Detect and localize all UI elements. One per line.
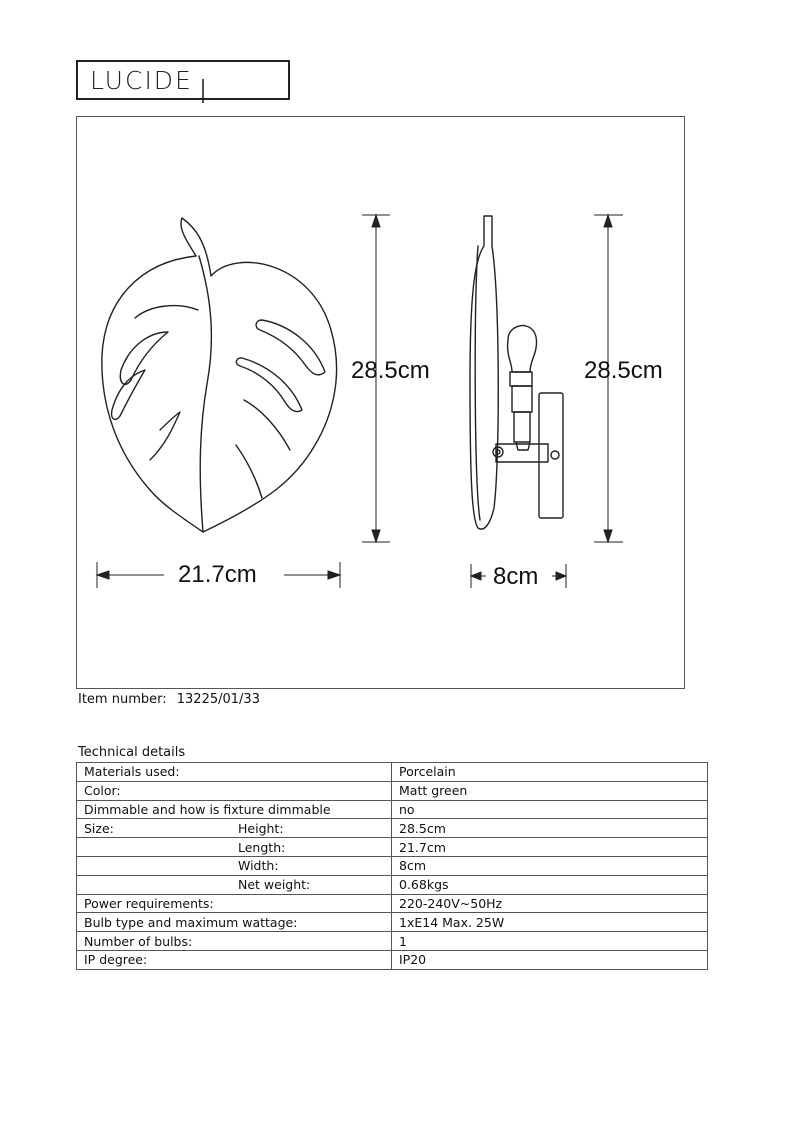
- table-row: [77, 819, 708, 838]
- side-height-label: 28.5cm: [584, 357, 663, 384]
- technical-details-title: Technical details: [78, 745, 186, 760]
- spec-subkey: Net weight:: [238, 877, 311, 893]
- spec-value: 28.5cm: [392, 819, 708, 838]
- table-row: [77, 913, 708, 932]
- table-row: [77, 932, 708, 951]
- table-row: [77, 875, 708, 894]
- spec-key: Dimmable and how is fixture dimmable: [77, 800, 392, 819]
- front-width-label: 21.7cm: [178, 561, 257, 588]
- spec-value: 21.7cm: [392, 838, 708, 857]
- spec-subkey: Length:: [238, 839, 286, 855]
- technical-details-table: [76, 762, 708, 970]
- spec-value: 1xE14 Max. 25W: [392, 913, 708, 932]
- table-row: [77, 894, 708, 913]
- spec-key: Bulb type and maximum wattage:: [77, 913, 392, 932]
- item-number-value: 13225/01/33: [176, 692, 260, 707]
- spec-value: 8cm: [392, 856, 708, 875]
- spec-key: [77, 838, 392, 857]
- spec-subkey: Width:: [238, 858, 279, 874]
- side-depth-label: 8cm: [493, 563, 539, 590]
- spec-key: Materials used:: [77, 763, 392, 782]
- item-number-label: Item number:: [78, 692, 167, 707]
- table-row: [77, 800, 708, 819]
- brand-logo-text: LUCIDE: [90, 65, 193, 95]
- spec-subkey: Height:: [238, 820, 284, 836]
- spec-value: 0.68kgs: [392, 875, 708, 894]
- spec-key: IP degree:: [77, 950, 392, 969]
- spec-value: IP20: [392, 950, 708, 969]
- table-row: [77, 950, 708, 969]
- dimension-lines: [97, 215, 623, 588]
- spec-key: [77, 819, 392, 838]
- spec-key: Power requirements:: [77, 894, 392, 913]
- spec-value: Matt green: [392, 781, 708, 800]
- spec-value: no: [392, 800, 708, 819]
- table-row: [77, 856, 708, 875]
- spec-key: [77, 875, 392, 894]
- item-number: [78, 692, 260, 707]
- spec-key-main: Size:: [84, 820, 114, 836]
- table-row: [77, 763, 708, 782]
- table-row: [77, 781, 708, 800]
- spec-key: Color:: [77, 781, 392, 800]
- leaf-front-view: [102, 218, 337, 532]
- table-row: [77, 838, 708, 857]
- spec-value: 220-240V~50Hz: [392, 894, 708, 913]
- spec-key: Number of bulbs:: [77, 932, 392, 951]
- lamp-side-view: [470, 216, 563, 529]
- spec-value: Porcelain: [392, 763, 708, 782]
- spec-value: 1: [392, 932, 708, 951]
- spec-key: [77, 856, 392, 875]
- front-height-label: 28.5cm: [351, 357, 430, 384]
